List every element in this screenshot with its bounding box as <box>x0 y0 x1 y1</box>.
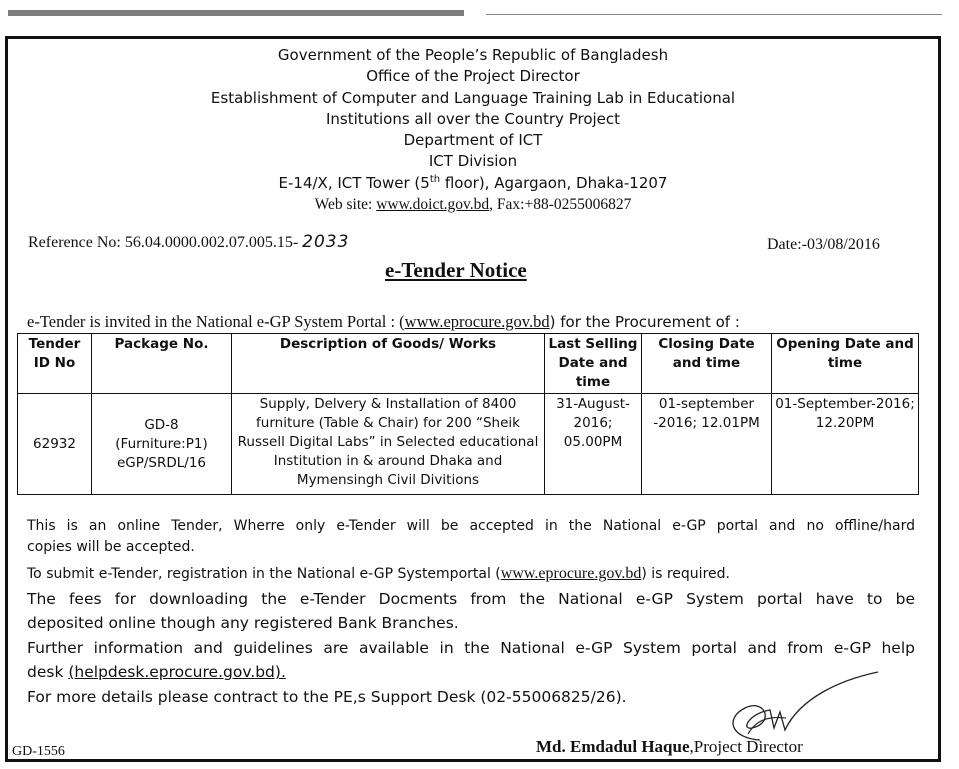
website-link[interactable]: www.doict.gov.bd <box>376 196 490 213</box>
cell-opening: 01-September-2016; 12.20PM <box>772 394 919 495</box>
notice-date: Date:-03/08/2016 <box>767 236 880 253</box>
header-project-line1: Establishment of Computer and Language Training Lab in Educational <box>210 89 736 107</box>
header-address: E-14/X, ICT Tower (5th floor), Agargaon, Dhaka-1207 <box>278 174 668 192</box>
cell-package: GD-8 (Furniture:P1) eGP/SRDL/16 <box>92 394 232 495</box>
helpdesk-link[interactable]: (helpdesk.eprocure.gov.bd). <box>68 663 286 681</box>
signature-icon <box>690 668 890 748</box>
table-row <box>18 394 919 495</box>
cell-description: Supply, Delvery & Installation of 8400 furniture (Table & Chair) for 200 “Sheik Russell Digital Labs” in Selected educational Institution in & around Dhaka and Mymensingh Civil Divitions <box>232 394 545 495</box>
col-last-selling: Last Selling Date and time <box>545 334 642 394</box>
eprocure-link[interactable]: www.eprocure.gov.bd <box>404 312 550 331</box>
eprocure-link-2[interactable]: www.eprocure.gov.bd <box>500 565 642 582</box>
signatory-name: Md. Emdadul Haque <box>536 737 690 756</box>
header-contact: Web site: www.doict.gov.bd, Fax:+88-0255006827 <box>314 196 632 213</box>
signatory-line <box>536 737 803 757</box>
paragraph-support: For more details please contract to the PE,s Support Desk (02-55006825/26). <box>27 688 627 706</box>
header-department: Department of ICT <box>403 131 543 149</box>
notice-title: e-Tender Notice <box>385 258 527 282</box>
paragraph-guidelines: Further information and guidelines are available in the National e-GP System portal and from e-GP help <box>27 639 915 657</box>
table-header-row <box>18 334 919 394</box>
col-opening: Opening Date and time <box>772 334 919 394</box>
paragraph-guidelines-cont: desk (helpdesk.eprocure.gov.bd). <box>27 663 286 681</box>
header-division: ICT Division <box>428 152 518 170</box>
col-description: Description of Goods/ Works <box>232 334 545 394</box>
header-government: Government of the People’s Republic of Bangladesh <box>277 46 669 64</box>
col-package: Package No. <box>92 334 232 394</box>
cell-last-selling: 31-August-2016; 05.00PM <box>545 394 642 495</box>
top-rule-thin <box>486 14 942 15</box>
col-closing: Closing Date and time <box>642 334 772 394</box>
paragraph-online-tender-cont: copies will be accepted. <box>27 539 195 555</box>
paragraph-registration: To submit e-Tender, registration in the National e-GP Systemportal (www.eprocure.gov.bd) is required. <box>27 565 730 582</box>
signatory-designation: ,Project Director <box>689 737 803 756</box>
handwritten-number: 2033 <box>302 232 350 252</box>
header-office: Office of the Project Director <box>366 67 580 85</box>
reference-number: Reference No: 56.04.0000.002.07.005.15- 2033 <box>28 232 350 252</box>
paragraph-online-tender: This is an online Tender, Wherre only e-Tender will be accepted in the National e-GP portal and no offline/hard <box>27 518 915 534</box>
header-project-line2: Institutions all over the Country Project <box>325 110 621 128</box>
intro-line: e-Tender is invited in the National e-GP System Portal : (www.eprocure.gov.bd) for the Procurement of : <box>27 312 740 331</box>
cell-tender-id: 62932 <box>18 394 92 495</box>
tender-table <box>17 333 919 495</box>
paragraph-fees: The fees for downloading the e-Tender Docments from the National e-GP System portal have to be <box>27 590 915 608</box>
cell-closing: 01-september -2016; 12.01PM <box>642 394 772 495</box>
col-tender-id: Tender ID No <box>18 334 92 394</box>
top-rule-thick <box>8 10 464 16</box>
paragraph-fees-cont: deposited online though any registered Bank Branches. <box>27 614 459 632</box>
gd-code: GD-1556 <box>12 744 65 759</box>
